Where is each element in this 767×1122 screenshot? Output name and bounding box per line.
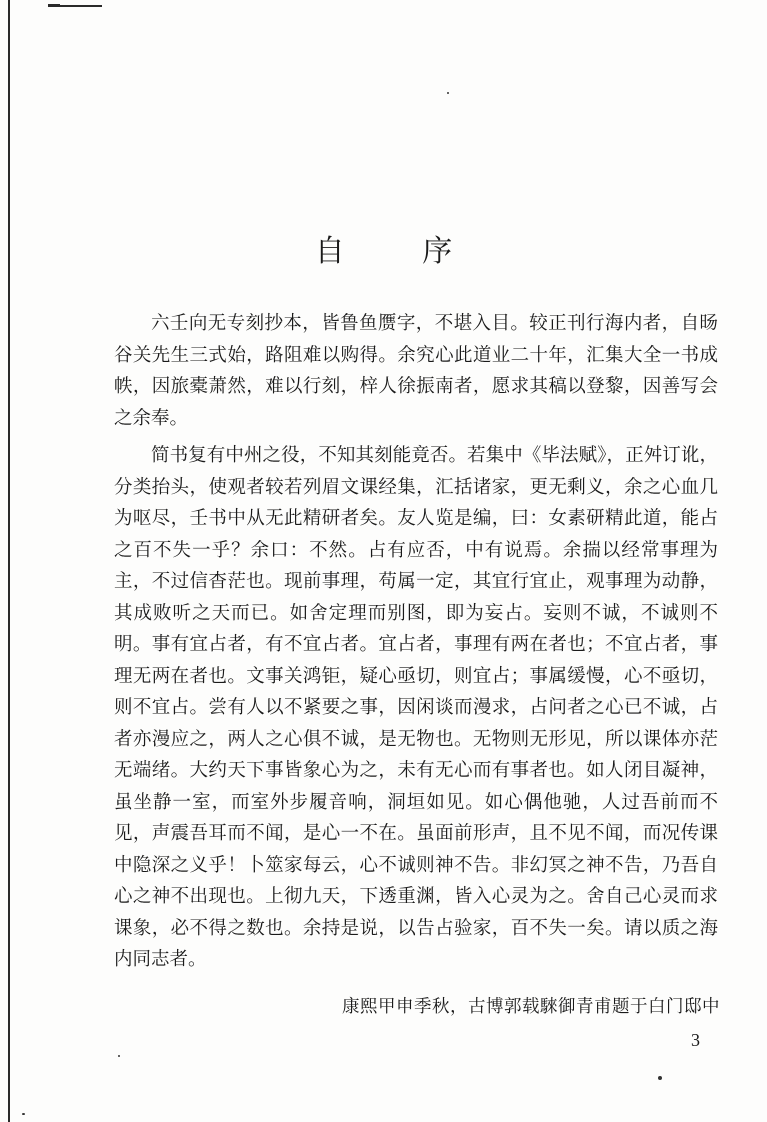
author-signature-line: 康熙甲申季秋，古博郭载騋御青甫题于白门邸中 xyxy=(342,997,720,1017)
paragraph-2: 简书复有中州之役，不知其刻能竟否。若集中《毕法赋》，正舛订讹，分类抬头，使观者较若列眉文课经集，汇括诸家，更无剩义，余之心血几为呕尽，壬书中从无此精研者矣。友人览是编，曰：女素研精此道，能占之百不失一乎？余口：不然。占有应否，中有说焉。余揣以经常事理为主，不过信杳茫也。现前事理，苟属一定，其宜行宜止，观事理为动静，其成败听之天而已。如舍定理而别图，即为妄占。妄则不诚，不诚则不明。事有宜占者，有不宜占者。宜占者，事理有两在者也；不宜占者，事理无两在者也。文事关鸿钜，疑心亟切，则宜占；事属缓慢，心不亟切，则不宜占。尝有人以不紧要之事，因闲谈而漫求，占问者之心已不诚，占者亦漫应之，两人之心俱不诚，是无物也。无物则无形见，所以课体亦茫无端绪。大约天下事皆象心为之，未有无心而有事者也。如人闭目凝神，虽坐静一室，而室外步履音响，洞垣如见。如心偶他驰，人过吾前而不见，声震吾耳而不闻，是心一不在。虽面前形声，且不见不闻，而况传课中隐深之义乎！卜筮家每云，心不诚则神不告。非幻冥之神不告，乃吾自心之神不出现也。上彻九天，下透重渊，皆入心灵为之。舍自己心灵而求课象，必不得之数也。余持是说，以告占验家，百不失一矣。请以质之海内同志者。 xyxy=(114,445,718,970)
top-corner-mark xyxy=(48,0,102,7)
paragraph-1: 六壬向无专刻抄本，皆鲁鱼赝字，不堪入目。较正刊行海内者，自旸谷关先生三式始，路阻难以购得。余究心此道业二十年，汇集大全一书成帙，因旅橐萧然，难以行刻，梓人徐振南者，愿求其稿以登黎，因善写会之余奉。 xyxy=(114,313,718,429)
page-title: 自 序 xyxy=(314,234,487,269)
scan-speck xyxy=(447,92,449,94)
scan-speck xyxy=(658,1076,662,1080)
preface-body xyxy=(114,308,718,976)
scan-speck xyxy=(118,1055,120,1057)
binding-edge-line xyxy=(8,0,10,1122)
page-number: 3 xyxy=(691,1030,700,1050)
scan-speck xyxy=(22,1113,25,1115)
